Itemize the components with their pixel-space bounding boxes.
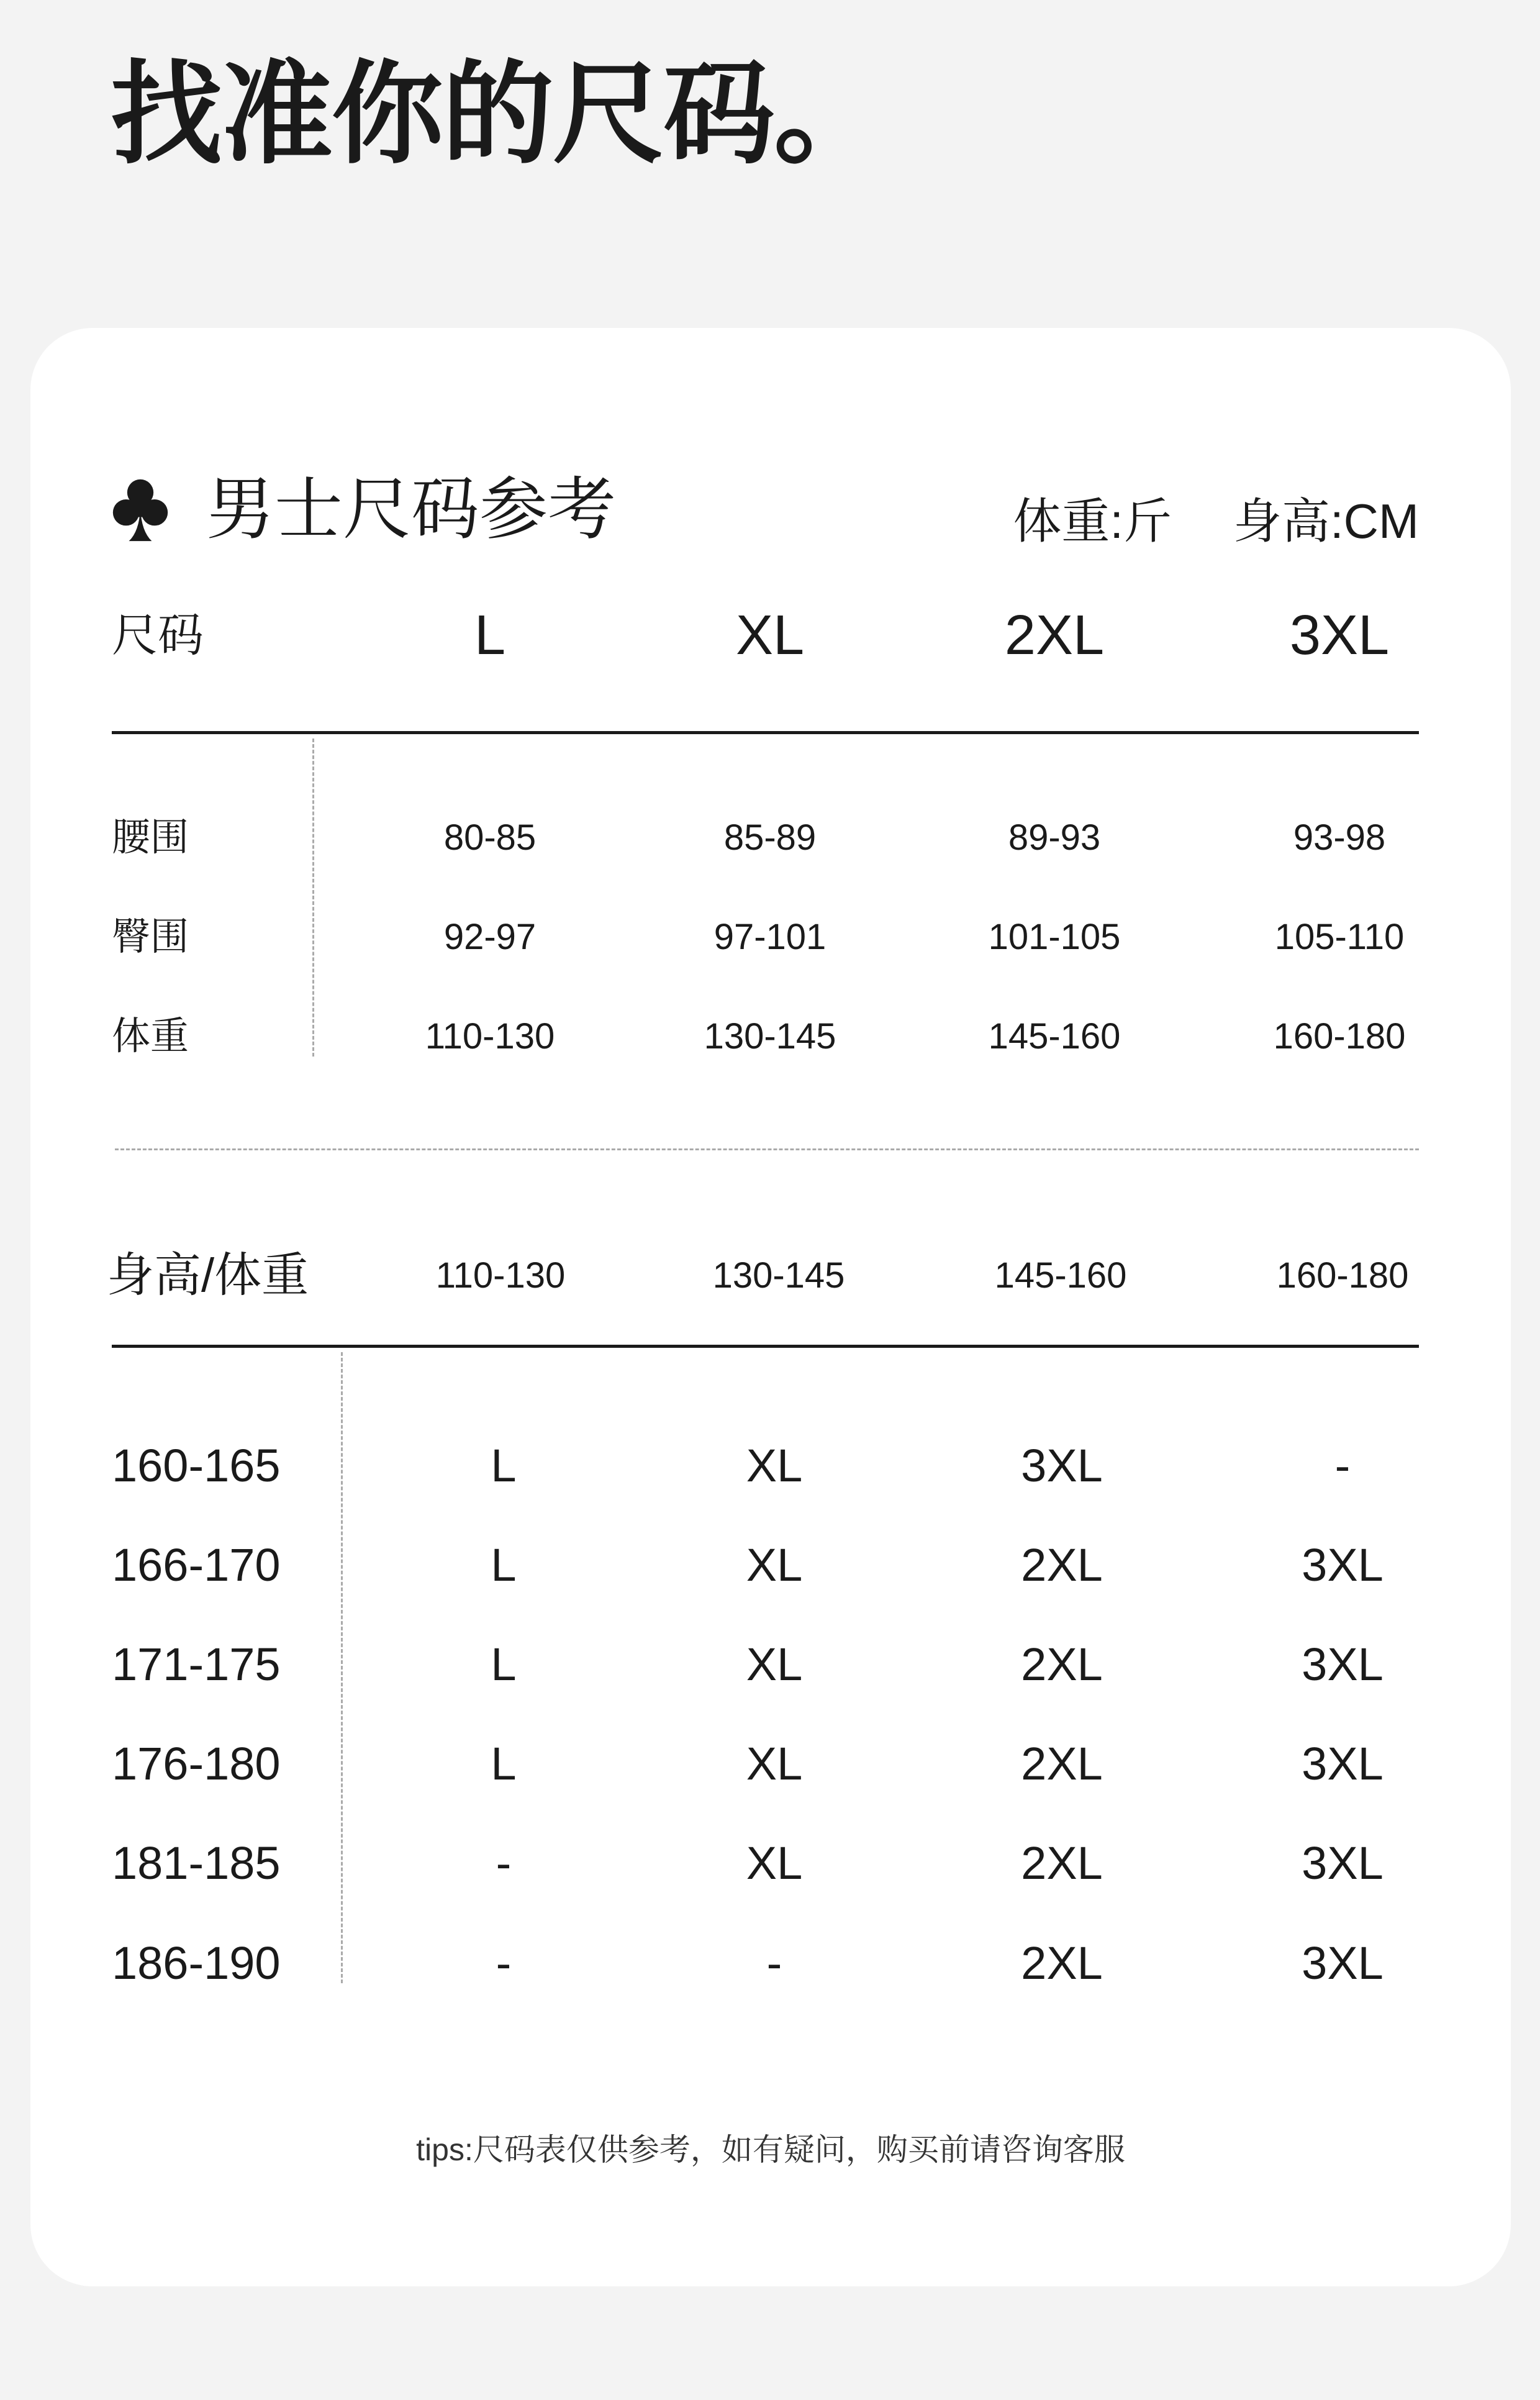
measure-cell: 80-85 — [443, 817, 537, 858]
fit-cell: L — [491, 1539, 517, 1591]
measure-cell: 110-130 — [425, 1016, 555, 1057]
unit-legend — [1013, 494, 1419, 548]
weight-header: 145-160 — [994, 1255, 1127, 1296]
measure-cell: 97-101 — [713, 917, 827, 957]
size-header: 3XL — [1289, 604, 1390, 666]
size-header: 2XL — [1004, 604, 1105, 666]
size-header: L — [474, 604, 506, 666]
club-icon — [112, 477, 169, 543]
fit-cell: L — [491, 1639, 517, 1690]
fit-cell: XL — [746, 1738, 803, 1789]
fit-cell: 2XL — [1021, 1639, 1103, 1690]
measure-cell: 89-93 — [1008, 817, 1101, 858]
height-label: 186-190 — [112, 1937, 281, 1989]
fit-cell: L — [491, 1738, 517, 1789]
size-header: XL — [735, 604, 805, 666]
fit-cell: 3XL — [1021, 1440, 1103, 1491]
measure-cell: 101-105 — [988, 917, 1121, 957]
height-label: 181-185 — [112, 1837, 281, 1889]
measure-cell: 85-89 — [723, 817, 817, 858]
fit-header-divider — [112, 1345, 1419, 1348]
fit-cell: 3XL — [1302, 1837, 1384, 1889]
row-label: 腰围 — [112, 816, 189, 859]
fit-cell: - — [1334, 1440, 1351, 1491]
header-divider — [112, 731, 1419, 734]
size-header-label: 尺码 — [112, 609, 204, 661]
measure-cell: 145-160 — [988, 1016, 1121, 1057]
height-label: 176-180 — [112, 1738, 281, 1789]
measure-cell: 160-180 — [1273, 1016, 1406, 1057]
fit-header-label: 身高/体重 — [107, 1249, 309, 1302]
measure-cell: 130-145 — [704, 1016, 836, 1057]
fit-cell: - — [496, 1937, 512, 1989]
height-label: 160-165 — [112, 1440, 281, 1491]
fit-cell: XL — [746, 1440, 803, 1491]
measure-cell: 105-110 — [1274, 917, 1405, 957]
size-chart-card — [30, 328, 1511, 2286]
page-title: 找准你的尺码。 — [111, 52, 885, 177]
fit-cell: 2XL — [1021, 1539, 1103, 1591]
measure-cell: 92-97 — [443, 917, 537, 957]
fit-cell: 2XL — [1021, 1738, 1103, 1789]
weight-unit: 体重:斤 — [1013, 494, 1172, 548]
fit-cell: 3XL — [1302, 1738, 1384, 1789]
section-title: 男士尺码参考 — [206, 471, 616, 548]
fit-cell: XL — [746, 1639, 803, 1690]
weight-header: 110-130 — [435, 1255, 566, 1296]
height-unit: 身高:CM — [1233, 494, 1419, 548]
height-label: 166-170 — [112, 1539, 281, 1591]
fit-cell: 2XL — [1021, 1837, 1103, 1889]
column-divider — [312, 739, 314, 1057]
fit-cell: 3XL — [1302, 1937, 1384, 1989]
fit-cell: 3XL — [1302, 1539, 1384, 1591]
fit-cell: 2XL — [1021, 1937, 1103, 1989]
fit-cell: - — [766, 1937, 782, 1989]
fit-cell: 3XL — [1302, 1639, 1384, 1690]
weight-header: 130-145 — [712, 1255, 845, 1296]
tips-note: tips:尺码表仅供参考，如有疑问，购买前请咨询客服 — [416, 2132, 1125, 2167]
height-label: 171-175 — [112, 1639, 281, 1690]
section-divider — [115, 1148, 1419, 1150]
fit-cell: L — [491, 1440, 517, 1491]
fit-cell: XL — [746, 1837, 803, 1889]
measure-cell: 93-98 — [1293, 817, 1386, 858]
fit-column-divider — [341, 1352, 343, 1983]
row-label: 体重 — [112, 1015, 189, 1058]
fit-cell: - — [496, 1837, 512, 1889]
fit-cell: XL — [746, 1539, 803, 1591]
weight-header: 160-180 — [1276, 1255, 1409, 1296]
row-label: 臀围 — [112, 916, 189, 958]
